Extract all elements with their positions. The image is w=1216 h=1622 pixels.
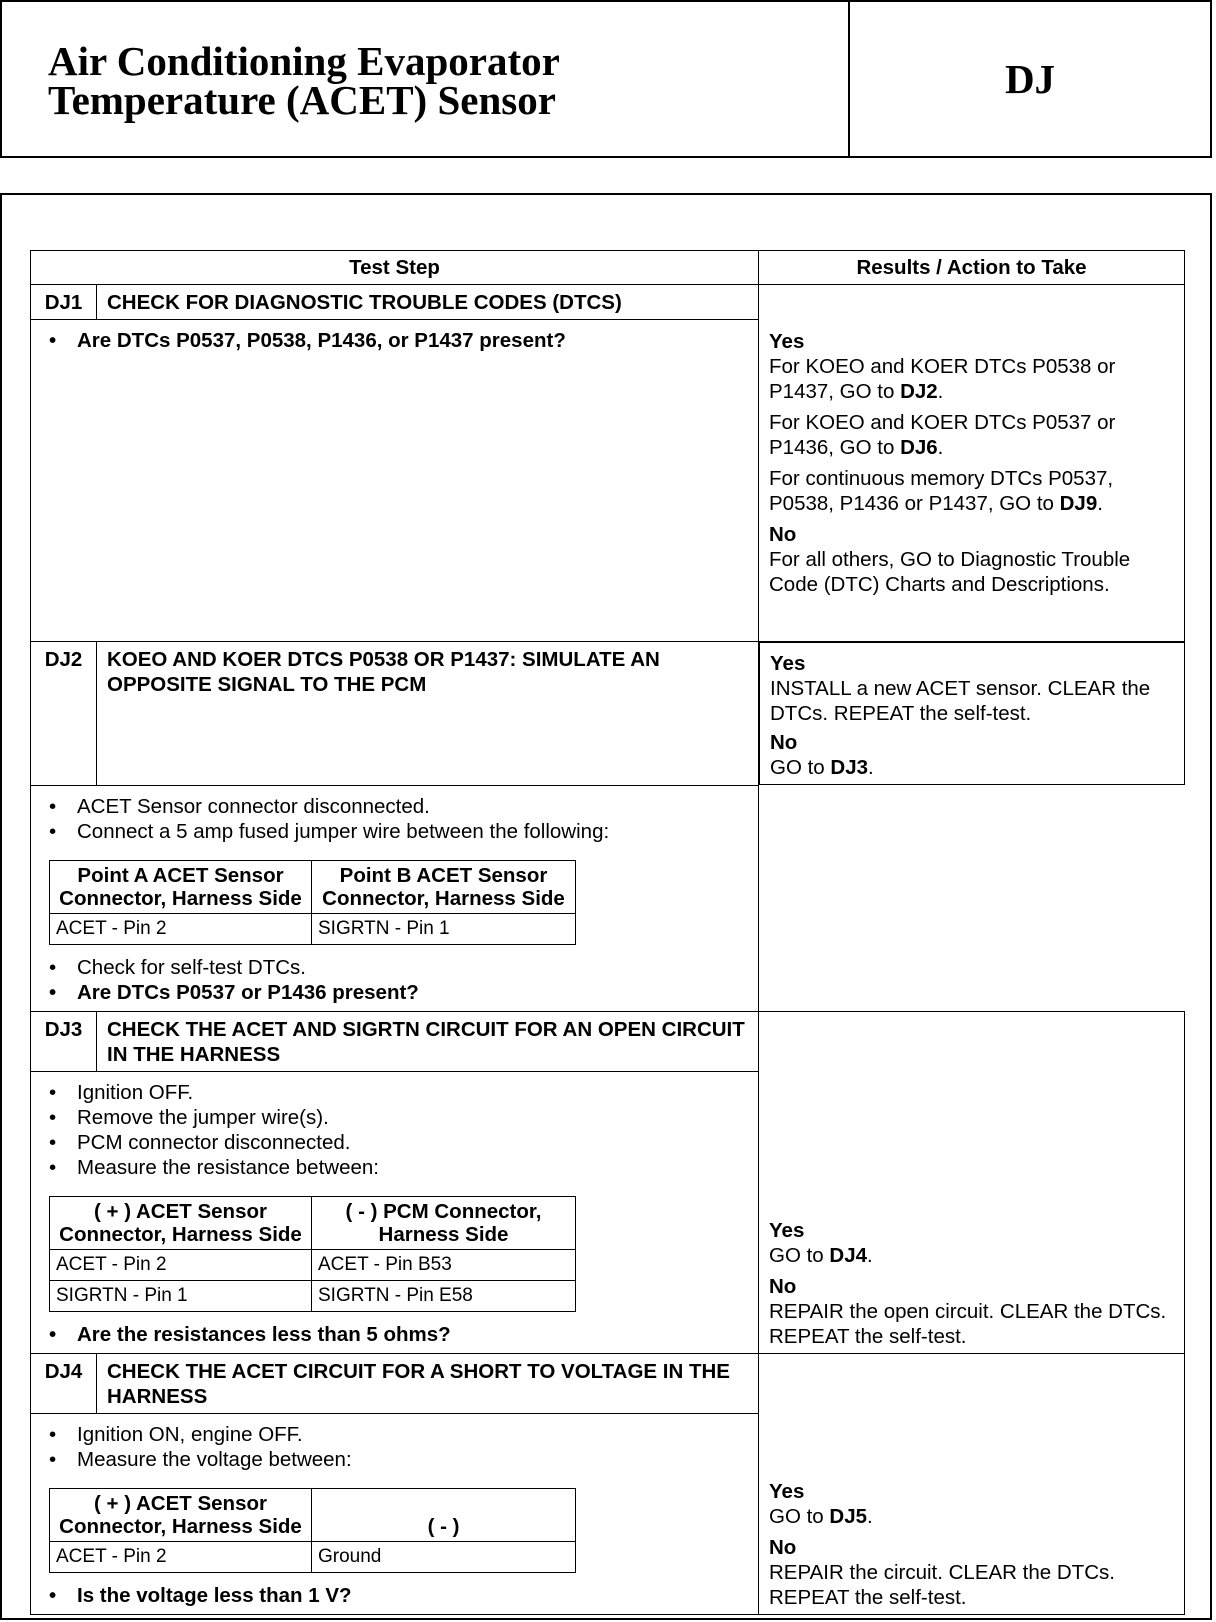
result-text: GO to DJ3.	[770, 756, 874, 779]
pin-table-header: Point B ACET Sensor Connector, Harness Side	[312, 860, 576, 913]
title-line-1: Air Conditioning Evaporator	[48, 38, 560, 84]
result-text: For KOEO and KOER DTCs P0537 or P1436, GO to DJ6.	[769, 411, 1116, 459]
step-question: • Are DTCs P0537 or P1436 present?	[41, 980, 750, 1005]
step-instruction: • Ignition ON, engine OFF.	[41, 1422, 750, 1447]
pin-table-header: Point A ACET Sensor Connector, Harness Side	[50, 860, 312, 913]
result-text: For continuous memory DTCs P0537, P0538, P1436 or P1437, GO to DJ9.	[769, 467, 1114, 515]
table-header-row	[31, 251, 1185, 285]
pin-table-cell: ACET - Pin B53	[312, 1249, 576, 1280]
step-title-row	[31, 1353, 1185, 1413]
yes-label: Yes	[769, 1218, 805, 1242]
result-text: GO to DJ4.	[769, 1243, 873, 1267]
yes-label: Yes	[769, 1479, 805, 1503]
step-question: • Is the voltage less than 1 V?	[41, 1583, 750, 1608]
no-label: No	[769, 1535, 797, 1559]
document-header	[0, 0, 1212, 158]
result-text: GO to DJ5.	[769, 1504, 873, 1528]
header-results: Results / Action to Take	[759, 251, 1185, 285]
step-results	[759, 285, 1185, 642]
pin-table	[49, 860, 576, 945]
step-title-row	[31, 642, 1185, 786]
step-instruction: • ACET Sensor connector disconnected.	[41, 794, 750, 819]
step-instruction: • Check for self-test DTCs.	[41, 955, 750, 980]
step-id: DJ3	[31, 1011, 97, 1071]
step-results	[759, 642, 1185, 785]
step-instruction: • Measure the voltage between:	[41, 1447, 750, 1472]
pin-table-header: ( - ) PCM Connector, Harness Side	[312, 1196, 576, 1249]
step-instruction: • Ignition OFF.	[41, 1080, 750, 1105]
pin-table-header: ( + ) ACET Sensor Connector, Harness Side	[50, 1196, 312, 1249]
step-ref-link[interactable]: DJ6	[900, 436, 938, 459]
no-label: No	[770, 731, 798, 754]
step-id: DJ1	[31, 285, 97, 320]
pin-table-header: ( - )	[312, 1488, 576, 1541]
step-results	[759, 1011, 1185, 1353]
step-id: DJ4	[31, 1353, 97, 1413]
step-ref-link[interactable]: DJ5	[829, 1504, 867, 1528]
no-label: No	[769, 1274, 797, 1298]
yes-label: Yes	[770, 652, 806, 675]
step-body	[31, 1071, 759, 1353]
page-title	[48, 38, 560, 123]
step-title-row	[31, 1011, 1185, 1071]
result-text: For all others, GO to Diagnostic Trouble Code (DTC) Charts and Descriptions.	[769, 548, 1131, 596]
test-step-table	[30, 250, 1185, 1615]
pin-table-cell: ACET - Pin 2	[50, 913, 312, 944]
result-text: INSTALL a new ACET sensor. CLEAR the DTCs. REPEAT the self-test.	[770, 677, 1151, 725]
title-line-2: Temperature (ACET) Sensor	[48, 77, 556, 123]
pin-table-cell: Ground	[312, 1541, 576, 1572]
step-instruction: • Connect a 5 amp fused jumper wire between the following:	[41, 819, 750, 844]
step-title: CHECK FOR DIAGNOSTIC TROUBLE CODES (DTCS)	[97, 285, 759, 320]
pin-table-header: ( + ) ACET Sensor Connector, Harness Side	[50, 1488, 312, 1541]
step-body	[31, 785, 759, 1011]
step-title: KOEO AND KOER DTCS P0538 OR P1437: SIMULATE AN OPPOSITE SIGNAL TO THE PCM	[97, 642, 759, 786]
step-body	[31, 320, 759, 642]
pin-table-cell: SIGRTN - Pin 1	[50, 1280, 312, 1311]
pin-table-cell: ACET - Pin 2	[50, 1541, 312, 1572]
section-code: DJ	[1004, 56, 1056, 102]
header-test-step: Test Step	[31, 251, 759, 285]
step-instruction: • PCM connector disconnected.	[41, 1130, 750, 1155]
step-title-row	[31, 285, 1185, 320]
step-ref-link[interactable]: DJ2	[900, 380, 938, 403]
step-title: CHECK THE ACET AND SIGRTN CIRCUIT FOR AN OPEN CIRCUIT IN THE HARNESS	[97, 1011, 759, 1071]
result-text: REPAIR the open circuit. CLEAR the DTCs. REPEAT the self-test.	[769, 1299, 1167, 1348]
step-id: DJ2	[31, 642, 97, 786]
pin-table-cell: SIGRTN - Pin E58	[312, 1280, 576, 1311]
step-title: CHECK THE ACET CIRCUIT FOR A SHORT TO VOLTAGE IN THE HARNESS	[97, 1353, 759, 1413]
pin-table-cell: ACET - Pin 2	[50, 1249, 312, 1280]
no-label: No	[769, 523, 797, 546]
step-body-row	[31, 785, 1185, 1011]
step-ref-link[interactable]: DJ9	[1059, 492, 1098, 515]
yes-label: Yes	[769, 330, 805, 353]
step-body	[31, 1413, 759, 1614]
pin-table-cell: SIGRTN - Pin 1	[312, 913, 576, 944]
pin-table	[49, 1196, 576, 1312]
step-question: • Are the resistances less than 5 ohms?	[41, 1322, 750, 1347]
step-ref-link[interactable]: DJ3	[830, 756, 868, 779]
step-results	[759, 1353, 1185, 1614]
result-text: For KOEO and KOER DTCs P0538 or P1437, GO to DJ2.	[769, 355, 1116, 403]
step-ref-link[interactable]: DJ4	[829, 1243, 867, 1267]
step-instruction: • Remove the jumper wire(s).	[41, 1105, 750, 1130]
step-question: • Are DTCs P0537, P0538, P1436, or P1437 present?	[41, 328, 750, 353]
pin-table	[49, 1488, 576, 1573]
step-instruction: • Measure the resistance between:	[41, 1155, 750, 1180]
result-text: REPAIR the circuit. CLEAR the DTCs. REPEAT the self-test.	[769, 1560, 1115, 1609]
